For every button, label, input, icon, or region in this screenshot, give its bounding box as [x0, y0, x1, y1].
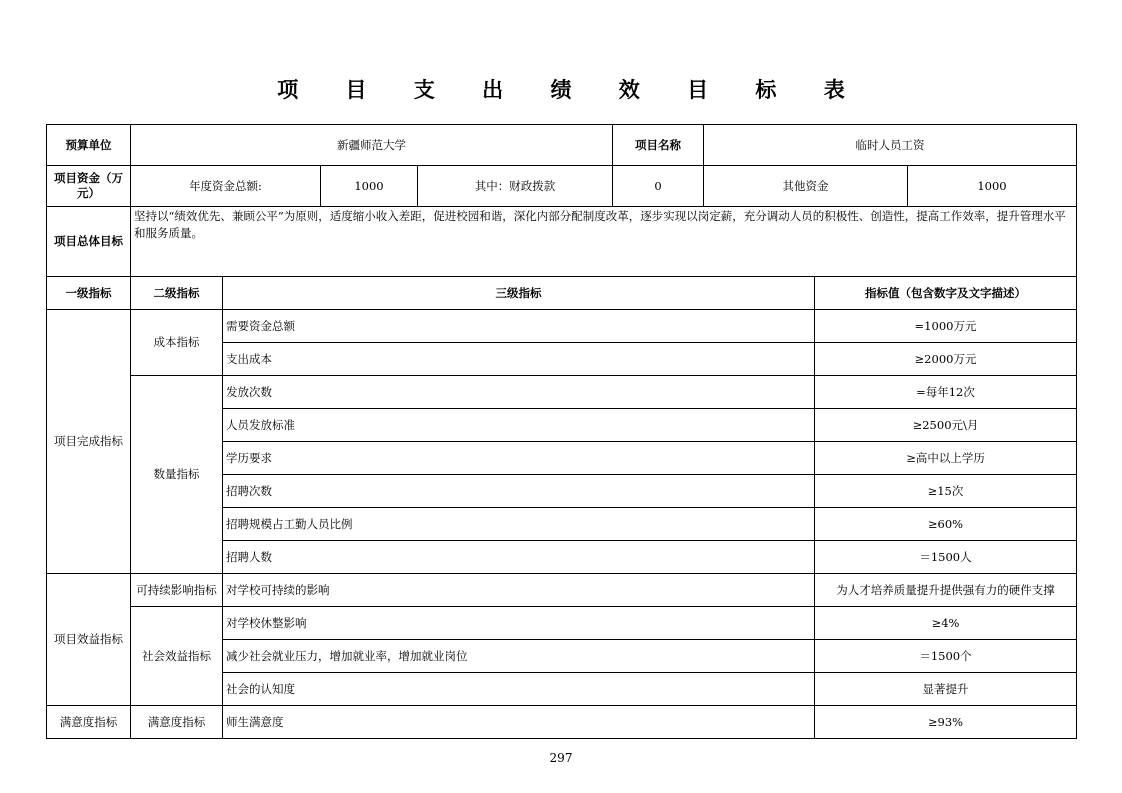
overall-goal-row	[47, 207, 1077, 277]
table-row	[47, 607, 1077, 640]
indicator-value: ≥15次	[815, 475, 1077, 508]
indicator-value: 显著提升	[815, 673, 1077, 706]
budget-unit-row	[47, 125, 1077, 166]
budget-unit-label: 预算单位	[47, 125, 131, 166]
indicator-value: 为人才培养质量提升提供强有力的硬件支撑	[815, 574, 1077, 607]
indicator-value: ≥高中以上学历	[815, 442, 1077, 475]
indicator-name: 对学校可持续的影响	[223, 574, 815, 607]
other-funds-label: 其他资金	[704, 166, 908, 207]
performance-goal-table	[46, 124, 1077, 739]
value-header: 指标值（包含数字及文字描述）	[815, 277, 1077, 310]
level2-header: 二级指标	[131, 277, 223, 310]
indicator-name: 对学校休整影响	[223, 607, 815, 640]
table-row	[47, 376, 1077, 409]
completion-indicator-label: 项目完成指标	[47, 310, 131, 574]
quantity-indicator-label: 数量指标	[131, 376, 223, 574]
indicator-value: =每年12次	[815, 376, 1077, 409]
table-row	[47, 706, 1077, 739]
project-funds-row	[47, 166, 1077, 207]
indicator-name: 支出成本	[223, 343, 815, 376]
total-annual-funds-value: 1000	[321, 166, 418, 207]
indicator-name: 发放次数	[223, 376, 815, 409]
fiscal-appropriation-value: 0	[613, 166, 704, 207]
other-funds-value: 1000	[908, 166, 1077, 207]
indicator-name: 学历要求	[223, 442, 815, 475]
satisfaction-sub-indicator-label: 满意度指标	[131, 706, 223, 739]
level1-header: 一级指标	[47, 277, 131, 310]
indicator-name: 招聘次数	[223, 475, 815, 508]
indicator-name: 招聘人数	[223, 541, 815, 574]
indicator-value: =1000万元	[815, 310, 1077, 343]
project-name-value: 临时人员工资	[704, 125, 1077, 166]
social-indicator-label: 社会效益指标	[131, 607, 223, 706]
benefit-indicator-label: 项目效益指标	[47, 574, 131, 706]
indicator-value: ≥4%	[815, 607, 1077, 640]
table-row	[47, 310, 1077, 343]
indicator-name: 减少社会就业压力，增加就业率，增加就业岗位	[223, 640, 815, 673]
indicator-value: ≥93%	[815, 706, 1077, 739]
budget-unit-value: 新疆师范大学	[131, 125, 613, 166]
indicator-value: ≥60%	[815, 508, 1077, 541]
page-title: 项 目 支 出 绩 效 目 标 表	[277, 78, 865, 102]
indicator-name: 社会的认知度	[223, 673, 815, 706]
indicator-name: 招聘规模占工勤人员比例	[223, 508, 815, 541]
indicator-value: ＝1500人	[815, 541, 1077, 574]
indicator-value: ≥2000万元	[815, 343, 1077, 376]
indicator-value: ＝1500个	[815, 640, 1077, 673]
overall-goal-label: 项目总体目标	[47, 207, 131, 277]
level3-header: 三级指标	[223, 277, 815, 310]
indicator-name: 需要资金总额	[223, 310, 815, 343]
indicator-value: ≥2500元\月	[815, 409, 1077, 442]
total-annual-funds-label: 年度资金总额:	[131, 166, 321, 207]
satisfaction-indicator-label: 满意度指标	[47, 706, 131, 739]
table-row	[47, 574, 1077, 607]
indicator-header-row	[47, 277, 1077, 310]
indicator-name: 师生满意度	[223, 706, 815, 739]
cost-indicator-label: 成本指标	[131, 310, 223, 376]
project-name-label: 项目名称	[613, 125, 704, 166]
indicator-name: 人员发放标准	[223, 409, 815, 442]
project-funds-label: 项目资金（万元）	[47, 166, 131, 207]
fiscal-appropriation-label: 其中：财政拨款	[418, 166, 613, 207]
overall-goal-text: 坚持以“绩效优先、兼顾公平”为原则，适度缩小收入差距，促进校园和谐，深化内部分配制度改革，逐步实现以岗定薪，充分调动人员的积极性、创造性，提高工作效率，提升管理水平和服务质量。	[131, 207, 1077, 277]
sustainable-indicator-label: 可持续影响指标	[131, 574, 223, 607]
page-number: 297	[549, 751, 573, 765]
